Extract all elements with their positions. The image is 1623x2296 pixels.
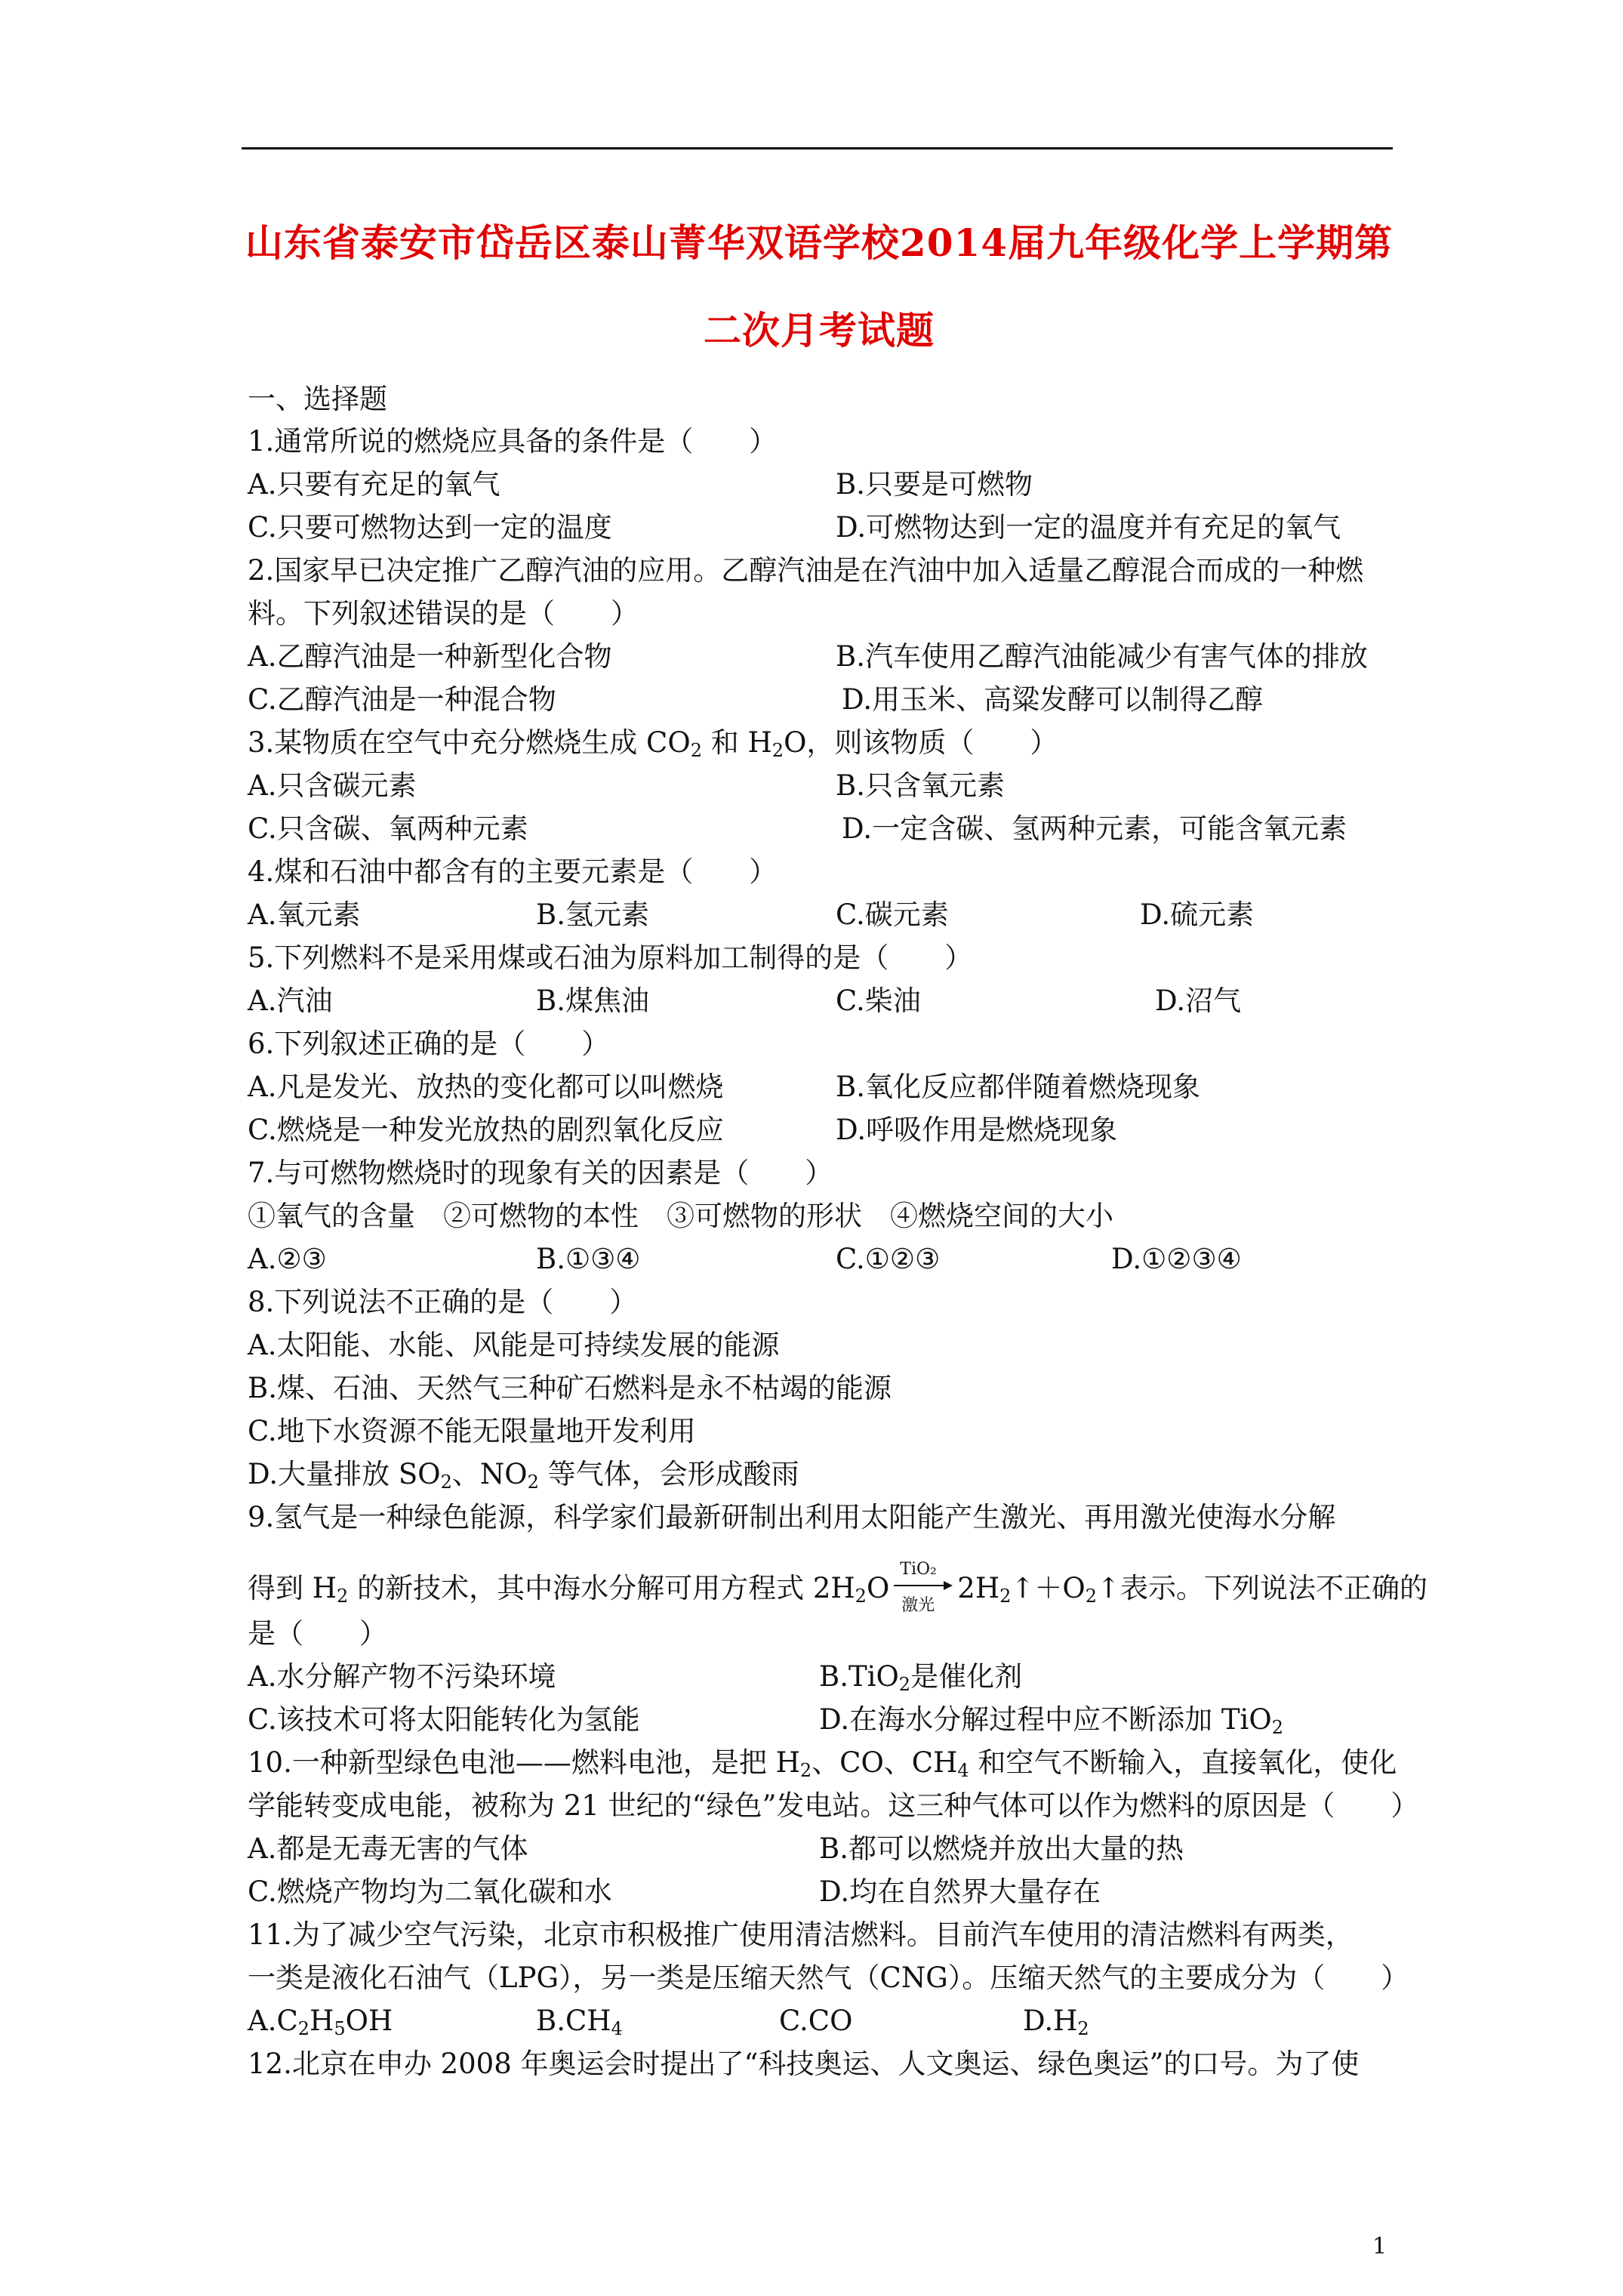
q6-stem: 6.下列叙述正确的是（ ） [248, 1028, 610, 1060]
q2-option-b: B.汽车使用乙醇汽油能减少有害气体的排放 [836, 640, 1368, 673]
q11-option-d: $D.H_2$ [1023, 2005, 1089, 2039]
document-title-line-2: 二次月考试题 [704, 308, 935, 353]
q10-option-a: A.都是无毒无害的气体 [248, 1832, 528, 1865]
q11-stem-line-1: 11.为了减少空气污染，北京市积极推广使用清洁燃料。目前汽车使用的清洁燃料有两类， [248, 1918, 1354, 1951]
q11-option-c: C.CO [779, 2005, 853, 2037]
q9-option-a: A.水分解产物不污染环境 [248, 1660, 556, 1693]
q2-option-c: C.乙醇汽油是一种混合物 [248, 683, 556, 716]
catalyst-label: TiO₂ [900, 1559, 937, 1579]
q2-option-a: A.乙醇汽油是一种新型化合物 [248, 640, 612, 673]
q8-option-c: C.地下水资源不能无限量地开发利用 [248, 1415, 696, 1447]
q9-stem-line-2: 得到 $H_2$ 的新技术，其中海水分解可用方程式 $2H_2O$ TiO₂ 激光 $2H_2↑+O_2↑$表示。下列说法不正确的 [248, 1572, 1427, 1607]
section-heading: 一、选择题 [248, 383, 387, 415]
q5-stem: 5.下列燃料不是采用煤或石油为原料加工制得的是（ ） [248, 942, 973, 974]
q1-option-b: B.只要是可燃物 [836, 468, 1033, 501]
q3-option-c: C.只含碳、氧两种元素 [248, 812, 528, 845]
q7-option-c: C.①②③ [836, 1243, 941, 1275]
q3-option-b: B.只含氧元素 [836, 769, 1005, 802]
q9-option-c: C.该技术可将太阳能转化为氢能 [248, 1703, 640, 1736]
q11-option-b: $B.CH_4$ [536, 2005, 623, 2039]
q7-option-a: A.②③ [248, 1243, 327, 1275]
q9-option-b: B.TiO$_2$是催化剂 [819, 1660, 1023, 1695]
q7-option-d: D.①②③④ [1111, 1243, 1242, 1275]
q2-stem-line-1: 2.国家早已决定推广乙醇汽油的应用。乙醇汽油是在汽油中加入适量乙醇混合而成的一种燃 [248, 554, 1364, 587]
q5-option-c: C.柴油 [836, 985, 921, 1017]
q10-stem-line-2: 学能转变成电能，被称为 21 世纪的“绿色”发电站。这三种气体可以作为燃料的原因是（ ） [248, 1789, 1419, 1822]
q10-option-c: C.燃烧产物均为二氧化碳和水 [248, 1875, 612, 1908]
q12-stem-line-1: 12.北京在申办 2008 年奥运会时提出了“科技奥运、人文奥运、绿色奥运”的口号。为了使 [248, 2048, 1360, 2080]
q10-stem-line-1: 10.一种新型绿色电池——燃料电池，是把 $H_2$、CO、$CH_4$ 和空气不断输入，直接氧化，使化 [248, 1746, 1397, 1781]
q3-stem: 3.某物质在空气中充分燃烧生成 $CO_2$ 和 $H_2O$，则该物质（ ） [248, 726, 1058, 761]
q11-option-a: $A.C_2H_5OH$ [248, 2005, 393, 2039]
q6-option-d: D.呼吸作用是燃烧现象 [836, 1114, 1118, 1146]
q4-option-b: B.氢元素 [536, 898, 649, 931]
q8-stem: 8.下列说法不正确的是（ ） [248, 1286, 638, 1318]
q10-option-d: D.均在自然界大量存在 [819, 1875, 1101, 1908]
q8-option-d: D.大量排放 $SO_2$、$NO_2$ 等气体，会形成酸雨 [248, 1458, 799, 1493]
q1-option-a: A.只要有充足的氧气 [248, 468, 500, 501]
q2-stem-line-2: 料。下列叙述错误的是（ ） [248, 597, 639, 630]
q11-stem-line-2: 一类是液化石油气（LPG），另一类是压缩天然气（CNG）。压缩天然气的主要成分为（ ） [248, 1962, 1409, 1994]
page-number: 1 [1372, 2233, 1387, 2260]
q10-option-b: B.都可以燃烧并放出大量的热 [819, 1832, 1184, 1865]
q7-option-b: B.①③④ [536, 1243, 641, 1275]
q5-option-b: B.煤焦油 [536, 985, 649, 1017]
q6-option-c: C.燃烧是一种发光放热的剧烈氧化反应 [248, 1114, 724, 1146]
q7-stem: 7.与可燃物燃烧时的现象有关的因素是（ ） [248, 1157, 833, 1189]
condition-label: 激光 [901, 1595, 935, 1615]
q4-option-d: D.硫元素 [1140, 898, 1255, 931]
q2-option-d: D.用玉米、高粱发酵可以制得乙醇 [842, 683, 1264, 716]
q4-option-a: A.氧元素 [248, 898, 361, 931]
q5-option-a: A.汽油 [248, 985, 333, 1017]
document-title-line-1: 山东省泰安市岱岳区泰山菁华双语学校2014届九年级化学上学期第 [245, 220, 1394, 265]
q9-stem-line-3: 是（ ） [248, 1617, 387, 1650]
q8-option-b: B.煤、石油、天然气三种矿石燃料是永不枯竭的能源 [248, 1372, 892, 1404]
q7-factors: ①氧气的含量 ②可燃物的本性 ③可燃物的形状 ④燃烧空间的大小 [248, 1200, 1113, 1232]
q3-option-a: A.只含碳元素 [248, 769, 417, 802]
q9-stem-line-1: 9.氢气是一种绿色能源，科学家们最新研制出利用太阳能产生激光、再用激光使海水分解 [248, 1501, 1336, 1533]
q8-option-a: A.太阳能、水能、风能是可持续发展的能源 [248, 1329, 780, 1361]
q9-option-d: D.在海水分解过程中应不断添加 TiO$_2$ [819, 1703, 1283, 1738]
q1-stem: 1.通常所说的燃烧应具备的条件是（ ） [248, 425, 778, 458]
q4-option-c: C.碳元素 [836, 898, 949, 931]
q4-stem: 4.煤和石油中都含有的主要元素是（ ） [248, 855, 778, 888]
header-rule [242, 147, 1393, 149]
q3-option-d: D.一定含碳、氢两种元素，可能含氧元素 [842, 812, 1347, 845]
q6-option-b: B.氧化反应都伴随着燃烧现象 [836, 1071, 1200, 1103]
q6-option-a: A.凡是发光、放热的变化都可以叫燃烧 [248, 1071, 724, 1103]
q1-option-d: D.可燃物达到一定的温度并有充足的氧气 [836, 511, 1341, 544]
q5-option-d: D.沼气 [1155, 985, 1242, 1017]
reaction-arrow [894, 1559, 953, 1615]
q1-option-c: C.只要可燃物达到一定的温度 [248, 511, 612, 544]
